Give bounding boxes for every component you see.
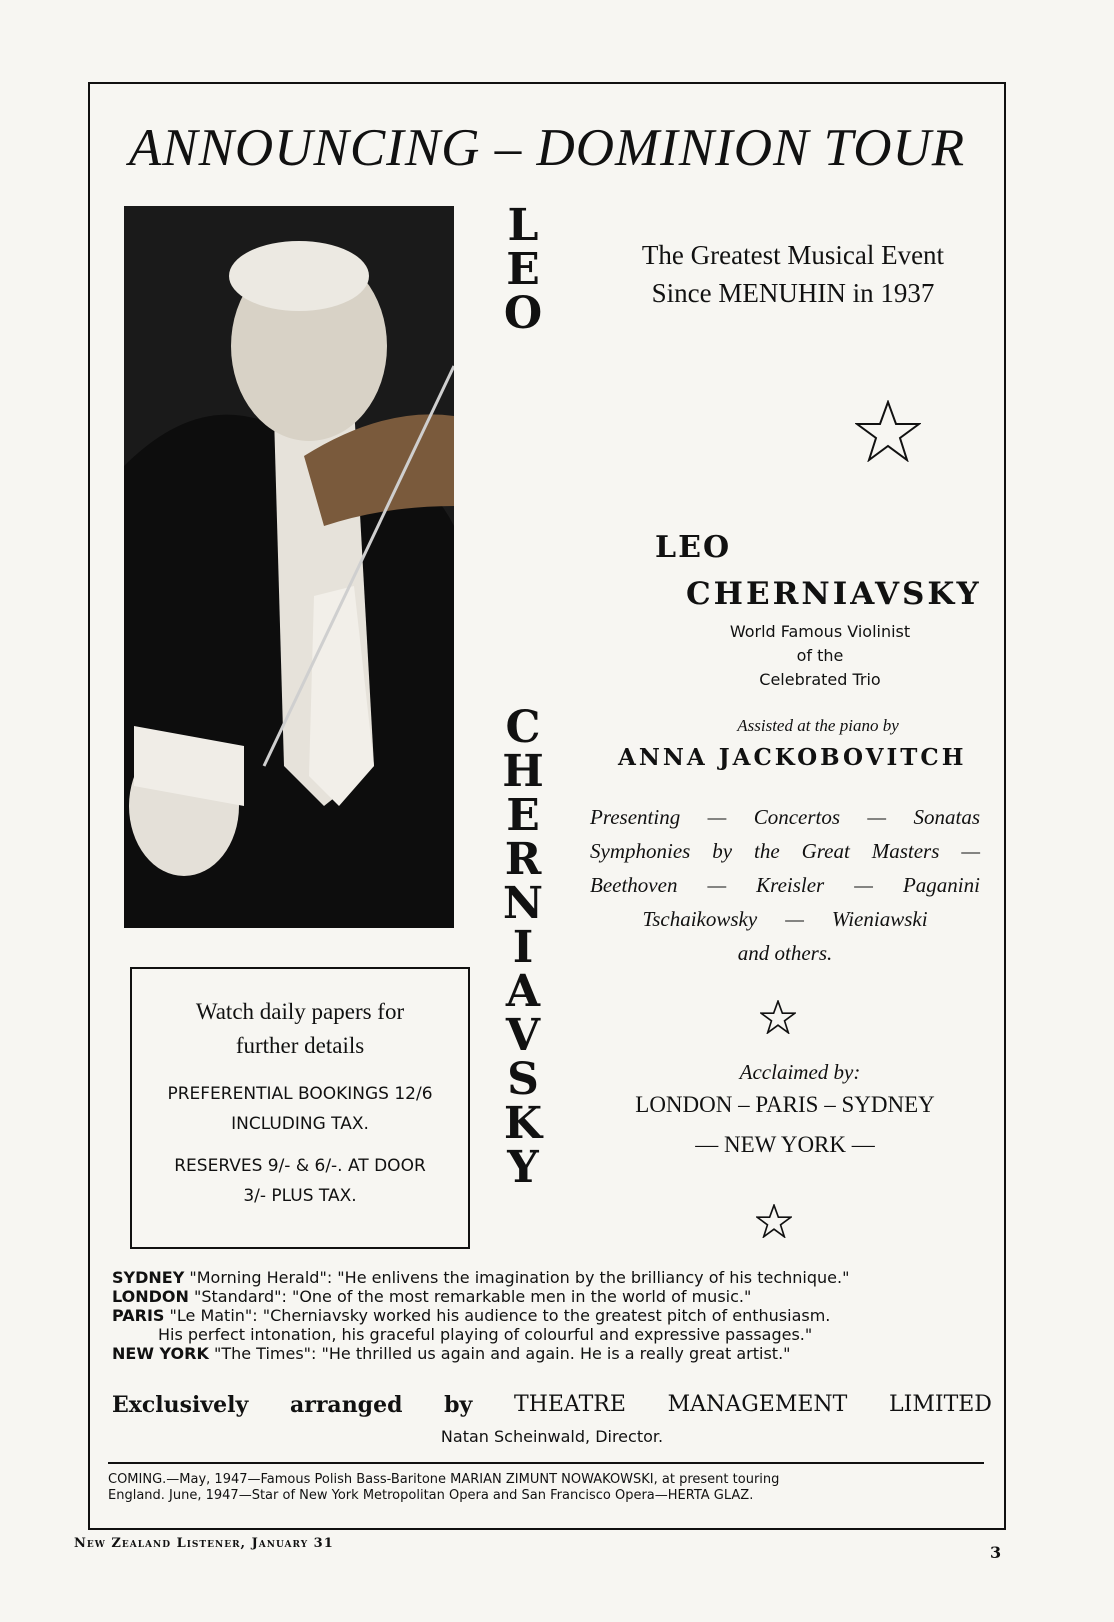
box-line: further details: [235, 1033, 365, 1058]
program-word: Wieniawski: [831, 907, 928, 931]
vertical-letter: E: [506, 244, 540, 295]
artist-first-name: LEO: [655, 530, 732, 565]
mgmt-word: arranged: [290, 1392, 403, 1418]
review-text: "Morning Herald": "He enlivens the imagination by the brilliancy of his technique.": [184, 1268, 850, 1287]
artist-description: [690, 620, 950, 692]
vertical-letter: A: [505, 966, 541, 1017]
vertical-letter: R: [504, 834, 542, 885]
review-text: His perfect intonation, his graceful playing of colourful and expressive passages.": [158, 1325, 813, 1344]
program-word: Tschaikowsky: [642, 907, 758, 931]
mgmt-word: Exclusively: [112, 1392, 249, 1418]
program-row: [590, 800, 980, 834]
review-text: "The Times": "He thrilled us again and again. He is a really great artist.": [208, 1344, 791, 1363]
review-line: [112, 1306, 992, 1325]
vertical-letter: S: [507, 1054, 539, 1105]
review-line: [112, 1268, 992, 1287]
program-word: —: [707, 805, 727, 829]
desc-line: World Famous Violinist: [729, 622, 911, 641]
details-box: [130, 967, 470, 1249]
vertical-letter: K: [503, 1098, 543, 1149]
program-word: —: [707, 873, 727, 897]
program-word: Presenting: [590, 805, 681, 829]
publication-footer: New Zealand Listener, January 31: [74, 1536, 334, 1551]
acclaim-section: [590, 1060, 980, 1165]
coming-notice: [108, 1472, 988, 1504]
program-word: Sonatas: [913, 805, 980, 829]
vertical-letter: O: [503, 288, 543, 339]
mgmt-word: LIMITED: [889, 1392, 992, 1417]
mgmt-word: THEATRE: [514, 1392, 626, 1417]
desc-line: of the: [796, 646, 844, 665]
review-text: "Le Matin": "Cherniavsky worked his audience to the greatest pitch of enthusiasm.: [164, 1306, 831, 1325]
review-city: PARIS: [112, 1306, 165, 1325]
review-line: [112, 1325, 992, 1344]
acclaim-cities: — NEW YORK —: [695, 1132, 875, 1157]
program-word: Symphonies: [590, 839, 691, 863]
subhead-line: The Greatest Musical Event: [641, 240, 945, 270]
program-row: [590, 834, 980, 868]
review-line: [112, 1287, 992, 1306]
coming-line: England. June, 1947—Star of New York Metropolitan Opera and San Francisco Opera—HERTA GLAZ.: [108, 1488, 754, 1503]
star-icon: [756, 1204, 792, 1238]
box-line: 3/- PLUS TAX.: [243, 1186, 357, 1206]
acclaim-label: Acclaimed by:: [739, 1060, 861, 1084]
vertical-letter: V: [505, 1010, 541, 1061]
program-word: Kreisler: [756, 873, 825, 897]
violinist-illustration: [124, 206, 454, 928]
box-line: PREFERENTIAL BOOKINGS 12/6: [167, 1084, 433, 1104]
vertical-letter: I: [512, 922, 534, 973]
coming-line: COMING.—May, 1947—Famous Polish Bass-Baritone MARIAN ZIMUNT NOWAKOWSKI, at present touring: [108, 1472, 780, 1487]
artist-last-name: CHERNIAVSKY: [686, 576, 982, 612]
review-city: LONDON: [112, 1287, 189, 1306]
acclaim-cities: LONDON – PARIS – SYDNEY: [635, 1092, 935, 1117]
program-row: [590, 868, 980, 902]
review-line: [112, 1344, 992, 1363]
vertical-last-name: [498, 702, 548, 1193]
program-word: Beethoven: [590, 873, 678, 897]
program-word: Concertos: [753, 805, 841, 829]
reserves-prices: [132, 1151, 468, 1211]
program-word: —: [785, 907, 804, 931]
vertical-letter: Y: [507, 1142, 539, 1193]
program-word: —: [854, 873, 873, 897]
page-number: 3: [990, 1543, 1002, 1562]
program-list: [590, 800, 980, 970]
assisted-label: Assisted at the piano by: [737, 716, 899, 735]
pianist-name: ANNA JACKOBOVITCH: [618, 744, 967, 771]
program-word: Great: [801, 839, 850, 863]
vertical-letter: E: [506, 790, 540, 841]
subheadline: [598, 236, 988, 312]
star-icon: [855, 400, 921, 462]
desc-line: Celebrated Trio: [759, 670, 881, 689]
box-line: RESERVES 9/- & 6/-. AT DOOR: [174, 1156, 426, 1176]
star-icon: [760, 1000, 796, 1034]
review-city: NEW YORK: [112, 1344, 209, 1363]
program-row: [590, 902, 980, 936]
review-city: SYDNEY: [112, 1268, 185, 1287]
vertical-letter: L: [507, 200, 539, 251]
program-word: the: [754, 839, 780, 863]
program-word: by: [712, 839, 733, 863]
review-text: "Standard": "One of the most remarkable men in the world of music.": [188, 1287, 752, 1306]
press-reviews: [112, 1268, 992, 1363]
vertical-letter: C: [505, 702, 541, 753]
mgmt-word: by: [444, 1392, 473, 1418]
program-word: —: [961, 839, 980, 863]
program-word: —: [867, 805, 887, 829]
watch-papers-text: [132, 995, 468, 1063]
mgmt-word: MANAGEMENT: [667, 1392, 848, 1417]
program-word: Paganini: [902, 873, 980, 897]
headline: ANNOUNCING – DOMINION TOUR: [128, 119, 966, 177]
vertical-letter: N: [502, 878, 544, 929]
violinist-photo: [124, 206, 454, 928]
vertical-first-name: [498, 200, 548, 339]
program-word: Masters: [871, 839, 940, 863]
divider: [108, 1462, 984, 1464]
box-line: Watch daily papers for: [195, 999, 405, 1024]
vertical-letter: H: [502, 746, 544, 797]
program-word: and others.: [737, 941, 833, 965]
management-line: [112, 1392, 992, 1418]
box-line: INCLUDING TAX.: [231, 1114, 369, 1134]
preferential-bookings: [132, 1079, 468, 1139]
program-row: [590, 936, 980, 970]
subhead-line: Since MENUHIN in 1937: [651, 278, 935, 308]
director-line: Natan Scheinwald, Director.: [440, 1427, 664, 1446]
